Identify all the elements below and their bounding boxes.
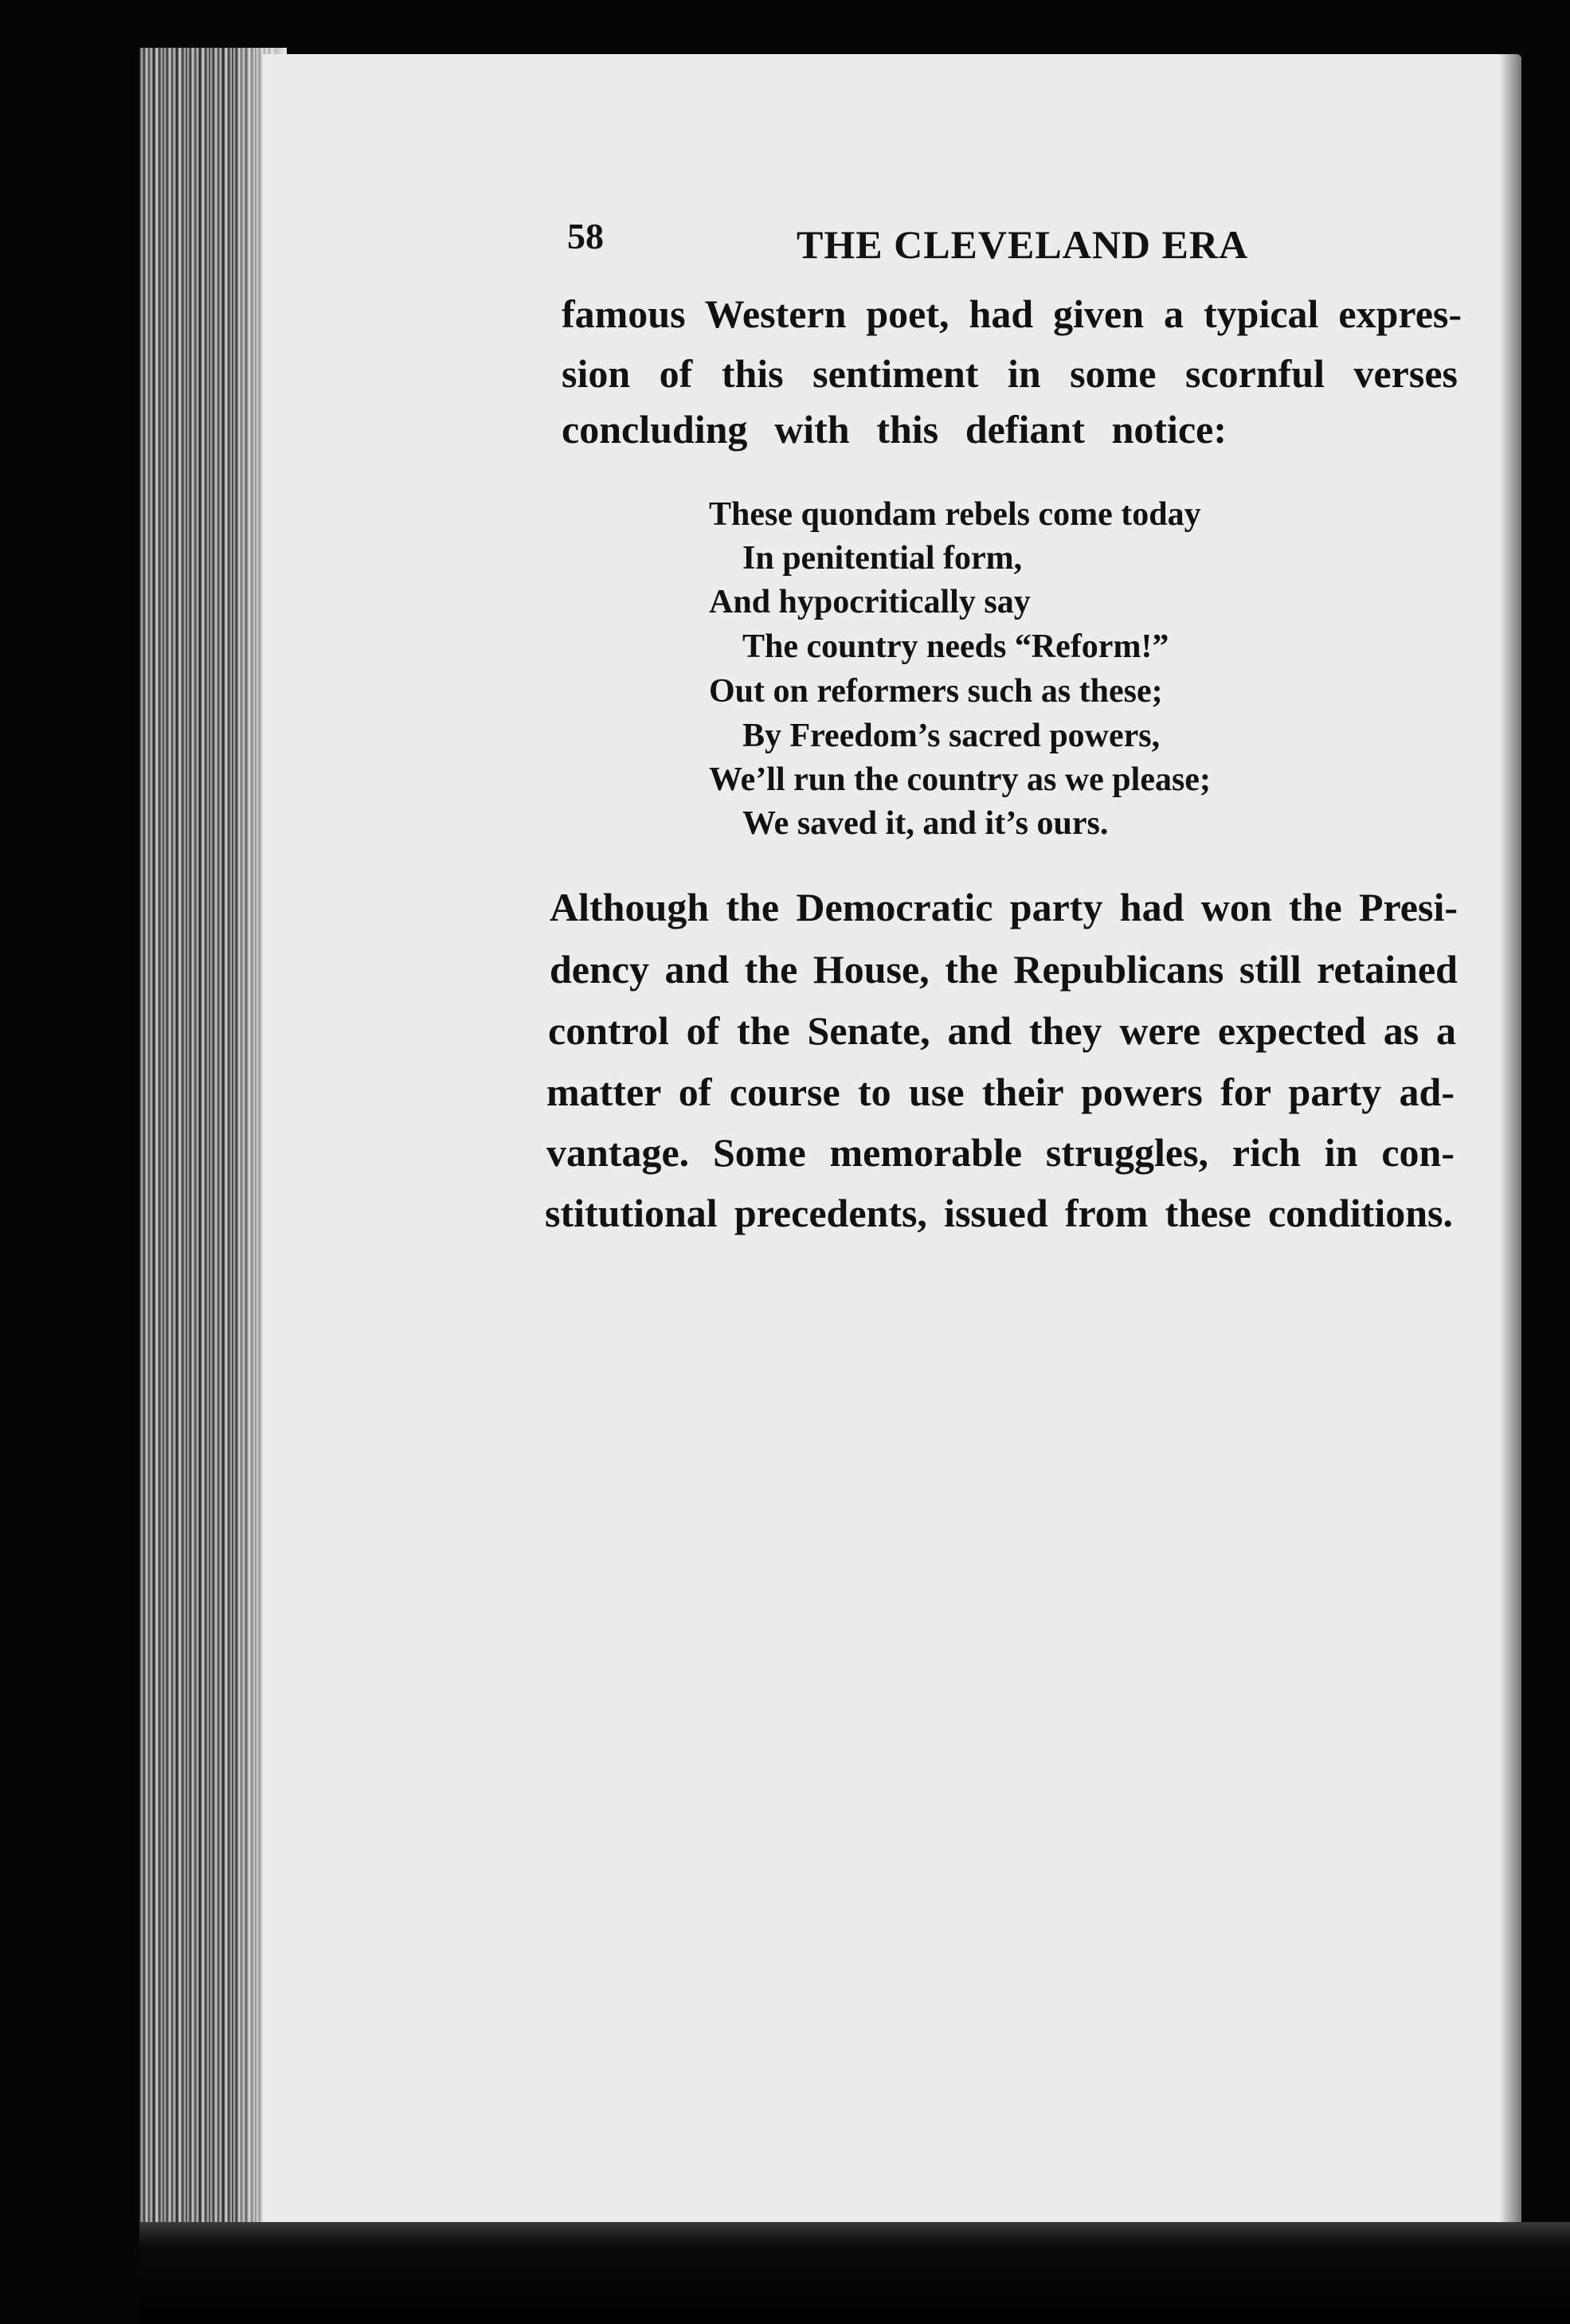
opening-paragraph-line: concluding with this defiant notice: bbox=[562, 407, 1227, 452]
running-title: THE CLEVELAND ERA bbox=[797, 222, 1249, 267]
opening-paragraph-line: sion of this sentiment in some scornful verses bbox=[562, 351, 1458, 396]
closing-paragraph-line: dency and the House, the Republicans still retained bbox=[550, 947, 1458, 992]
closing-paragraph-line: stitutional precedents, issued from these conditions. bbox=[545, 1191, 1453, 1235]
verse-line: We saved it, and it’s ours. bbox=[742, 805, 1109, 842]
verse-line: In penitential form, bbox=[742, 540, 1023, 577]
closing-paragraph-line: matter of course to use their powers for party ad- bbox=[546, 1070, 1455, 1114]
verse-line: These quondam rebels come today bbox=[709, 496, 1201, 533]
closing-paragraph-line: Although the Democratic party had won the Presi- bbox=[550, 885, 1458, 929]
verse-line: The country needs “Reform!” bbox=[742, 628, 1169, 665]
page-right-shadow bbox=[1499, 54, 1521, 2232]
verse-line: Out on reformers such as these; bbox=[709, 673, 1163, 710]
scan-bottom-edge bbox=[139, 2222, 1570, 2324]
verse-line: By Freedom’s sacred powers, bbox=[742, 718, 1161, 754]
page-number: 58 bbox=[567, 216, 604, 256]
closing-paragraph-line: vantage. Some memorable struggles, rich in con- bbox=[546, 1130, 1455, 1175]
verse-line: We’ll run the country as we please; bbox=[709, 761, 1211, 798]
verse-line: And hypocritically say bbox=[709, 584, 1031, 620]
opening-paragraph-line: famous Western poet, had given a typical expres- bbox=[562, 291, 1462, 336]
closing-paragraph-line: control of the Senate, and they were expected as a bbox=[548, 1008, 1456, 1053]
